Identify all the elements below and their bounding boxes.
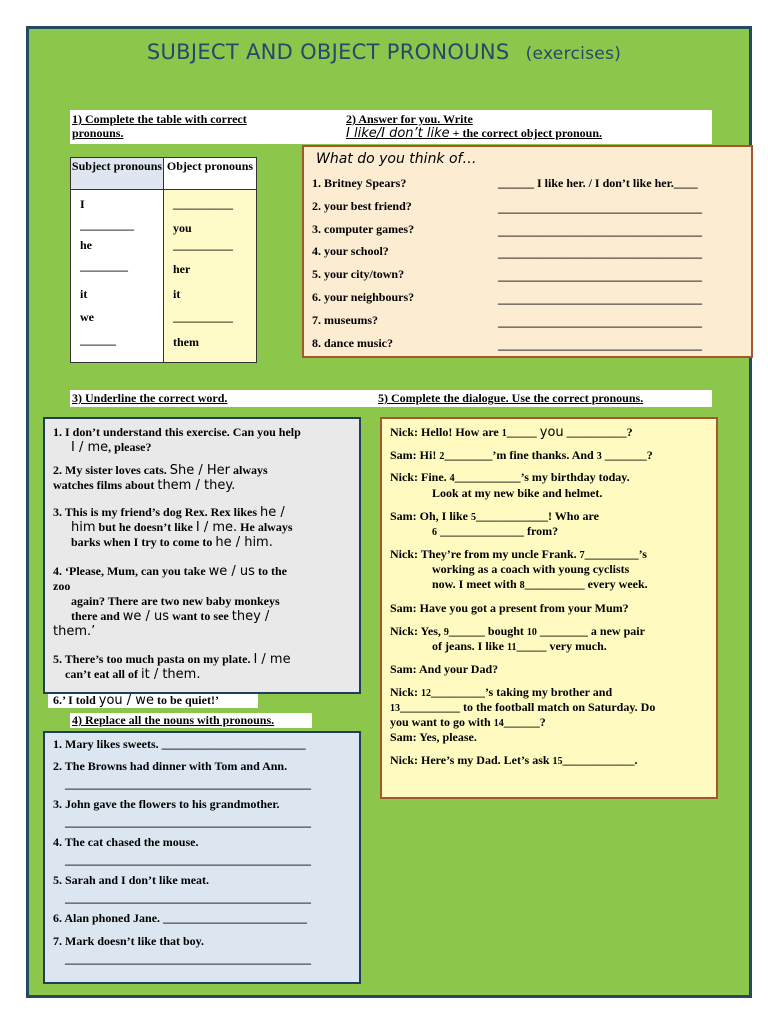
object-cell: her <box>173 262 191 276</box>
section-5-label: 5) Complete the dialogue. Use the correct pronouns. <box>378 391 644 405</box>
dialogue-line <box>390 624 645 640</box>
section-2-box <box>302 145 753 358</box>
exercise-4-line: _________________________________________ <box>65 815 311 829</box>
object-cell: you <box>173 221 192 235</box>
object-cell: __________ <box>173 197 233 211</box>
choice-option[interactable]: them.’ <box>53 624 96 639</box>
exercise-4-line: 7. Mark doesn’t like that boy. <box>53 934 205 948</box>
question-item: 3. computer games? <box>312 222 415 236</box>
choice-option[interactable]: we / us <box>208 564 255 579</box>
item-text: to be quiet!’ <box>156 693 219 707</box>
pronoun-table <box>70 157 257 363</box>
section-2-label-line2 <box>346 126 602 141</box>
exercise-3-item-4 <box>53 564 358 639</box>
dialogue-line <box>390 753 638 769</box>
item-text: 2. My sister loves cats. <box>53 463 167 477</box>
section-1-label-line2: pronouns. <box>72 126 124 140</box>
blank-number: 6 <box>432 527 437 538</box>
dialogue-text: Sam: Hi! <box>390 448 440 462</box>
answer-line: __________________________________ <box>498 269 702 283</box>
dialogue-line <box>390 425 633 441</box>
choice-option[interactable]: we / us <box>122 609 170 624</box>
subject-cell: ________ <box>80 259 128 273</box>
section-5-box <box>380 417 718 799</box>
dialogue-text: _____ very much. <box>516 639 607 653</box>
item-text: barks when I try to come to <box>71 535 213 549</box>
exercise-4-line: 2. The Browns had dinner with Tom and Ann. <box>53 759 288 773</box>
section-2-label-rest: + the correct object pronoun. <box>449 126 602 140</box>
blank-number: 7 <box>579 550 585 561</box>
blank-number: 13 <box>390 703 400 714</box>
item-text: 3. This is my friend’s dog Rex. Rex likes <box>53 505 258 519</box>
dialogue-text: you want to go with <box>390 715 494 729</box>
blank-number: 15 <box>552 756 563 767</box>
blank-number: 9 <box>443 627 449 638</box>
exercise-4-line: _________________________________________ <box>65 891 311 905</box>
blank-number: 8 <box>519 580 525 591</box>
choice-option[interactable]: I / me <box>253 652 291 667</box>
dialogue-line <box>432 639 607 655</box>
table-header-subject: Subject pronouns <box>71 158 164 190</box>
item-text: zoo <box>53 579 71 593</box>
dialogue-text: ______ bought <box>448 624 527 638</box>
question-item: 4. your school? <box>312 244 389 258</box>
choice-option[interactable]: I / me <box>71 440 109 455</box>
dialogue-line <box>390 715 546 731</box>
title-sub: (exercises) <box>525 44 622 64</box>
dialogue-line <box>390 448 653 464</box>
dialogue-text: ___________’s my birthday today. <box>454 470 630 484</box>
section-2-question: What do you think of… <box>316 151 477 167</box>
question-item: 5. your city/town? <box>312 267 405 281</box>
dialogue-text: now. I meet with <box>432 577 520 591</box>
dialogue-text: __________? <box>563 425 633 439</box>
choice-option[interactable]: he / <box>260 505 285 520</box>
item-text: 1. I don’t understand this exercise. Can you help <box>53 425 301 439</box>
exercise-4-line: 4. The cat chased the mouse. <box>53 835 199 849</box>
item-text: , please? <box>108 440 152 454</box>
answer-line: __________________________________ <box>498 201 702 215</box>
dialogue-line: Sam: Have you got a present from your Mum? <box>390 601 629 615</box>
exercise-3-item-2 <box>53 463 353 493</box>
section-2-label-italic: I like/I don’t like <box>346 126 450 141</box>
blank-number: 14 <box>493 718 504 729</box>
question-item: 6. your neighbours? <box>312 290 415 304</box>
dialogue-text: ______? <box>503 715 546 729</box>
dialogue-text: __________ every week. <box>524 577 648 591</box>
dialogue-text: Nick: <box>390 685 421 699</box>
item-text: He always <box>240 520 293 534</box>
exercise-4-line: _________________________________________ <box>65 952 311 966</box>
dialogue-text: ________ a new pair <box>536 624 645 638</box>
question-item: 7. museums? <box>312 313 379 327</box>
subject-cell: I <box>80 197 85 211</box>
choice-option[interactable]: they / <box>231 609 270 624</box>
dialogue-text: Nick: Hello! How are <box>390 425 502 439</box>
object-cell: __________ <box>173 238 233 252</box>
dialogue-text: ______________ from? <box>437 524 559 538</box>
dialogue-line <box>390 470 630 486</box>
subject-cell: ______ <box>80 333 116 347</box>
answer-line: __________________________________ <box>498 315 702 329</box>
item-text: to the <box>257 564 287 578</box>
answer-line: __________________________________ <box>498 292 702 306</box>
item-text: there and <box>71 609 120 623</box>
page-title <box>0 40 768 64</box>
choice-option[interactable]: you / we <box>98 693 154 708</box>
dialogue-text: ____________. <box>562 753 638 767</box>
dialogue-text: ________’m fine thanks. And <box>444 448 597 462</box>
item-text: can’t eat all of <box>65 667 138 681</box>
object-cell: it <box>173 287 181 301</box>
dialogue-text: Nick: Here’s my Dad. Let’s ask <box>390 753 553 767</box>
item-text: want to see <box>172 609 229 623</box>
item-text: 4. ‘Please, Mum, can you take <box>53 564 206 578</box>
dialogue-text: Sam: Oh, I like <box>390 509 472 523</box>
dialogue-line <box>390 700 655 716</box>
object-cell: __________ <box>173 310 233 324</box>
dialogue-line: Look at my new bike and helmet. <box>432 486 603 500</box>
subject-cell: _________ <box>80 218 134 232</box>
blank-number: 5 <box>471 512 477 523</box>
exercise-4-line: 3. John gave the flowers to his grandmother. <box>53 797 280 811</box>
section-4-label: 4) Replace all the nouns with pronouns. <box>72 713 275 727</box>
object-column <box>164 190 256 362</box>
dialogue-text: of jeans. I like <box>432 639 507 653</box>
question-item: 2. your best friend? <box>312 199 412 213</box>
dialogue-line <box>432 577 648 593</box>
answer-line: __________________________________ <box>498 246 702 260</box>
dialogue-line: working as a coach with young cyclists <box>432 562 630 576</box>
title-main: SUBJECT AND OBJECT PRONOUNS <box>146 40 510 64</box>
dialogue-line: Sam: Yes, please. <box>390 730 477 744</box>
table-header-object: Object pronouns <box>164 158 256 190</box>
section-3-box <box>43 417 361 694</box>
choice-option[interactable]: them / they. <box>157 478 236 493</box>
choice-option[interactable]: She / Her <box>169 463 231 478</box>
item-text: always <box>233 463 268 477</box>
dialogue-line: Sam: And your Dad? <box>390 662 499 676</box>
exercise-4-line: _________________________________________ <box>65 853 311 867</box>
section-1-label-line1: 1) Complete the table with correct <box>72 112 247 126</box>
exercise-4-line: 5. Sarah and I don’t like meat. <box>53 873 210 887</box>
choice-option[interactable]: it / them. <box>140 667 201 682</box>
choice-option[interactable]: I / me. <box>195 520 238 535</box>
item-text: but he doesn’t like <box>98 520 193 534</box>
exercise-4-line: _________________________________________ <box>65 777 311 791</box>
subject-cell: we <box>80 310 94 324</box>
section-2-label-line1: 2) Answer for you. Write <box>346 112 473 126</box>
answer-line: __________________________________ <box>498 224 702 238</box>
choice-option[interactable]: he / him. <box>215 535 273 550</box>
dialogue-line <box>432 524 558 540</box>
exercise-4-line: 6. Alan phoned Jane. ________________________ <box>53 911 308 925</box>
dialogue-text: __________ to the football match on Saturday. Do <box>400 700 656 714</box>
dialogue-text: Nick: Fine. <box>390 470 450 484</box>
blank-number: 12 <box>421 688 431 699</box>
answer-line: __________________________________ <box>498 338 702 352</box>
question-item: 1. Britney Spears? <box>312 176 407 190</box>
blank-number: 4 <box>449 473 455 484</box>
exercise-3-item-5 <box>53 652 358 682</box>
item-text: 5. There’s too much pasta on my plate. <box>53 652 251 666</box>
object-cell: them <box>173 335 199 349</box>
dialogue-text: ____________! Who are <box>476 509 599 523</box>
item-text: watches films about <box>53 478 155 492</box>
question-item: 8. dance music? <box>312 336 393 350</box>
blank-number: 1 <box>501 428 507 439</box>
answer-line: ______ I like her. / I don’t like her.____ <box>498 176 698 190</box>
example-answer: you <box>539 425 564 440</box>
choice-option[interactable]: him <box>71 520 96 535</box>
dialogue-line <box>390 509 599 525</box>
blank-number: 2 <box>439 451 445 462</box>
blank-number: 10 <box>526 627 537 638</box>
section-3-label: 3) Underline the correct word. <box>72 391 228 405</box>
exercise-4-line: 1. Mary likes sweets. ________________________ <box>53 737 306 751</box>
dialogue-text: _____ <box>506 425 540 439</box>
dialogue-text: Nick: Yes, <box>390 624 444 638</box>
exercise-3-item-6 <box>53 693 219 708</box>
dialogue-text: Nick: They’re from my uncle Frank. <box>390 547 580 561</box>
subject-cell: he <box>80 238 92 252</box>
subject-cell: it <box>80 287 88 301</box>
dialogue-text: _________’s <box>584 547 647 561</box>
dialogue-line <box>390 547 647 563</box>
dialogue-text: _________’s taking my brother and <box>431 685 613 699</box>
blank-number: 3 <box>596 451 602 462</box>
exercise-3-item-1 <box>53 425 353 455</box>
subject-column <box>71 190 164 362</box>
item-text: 6.’ I told <box>53 693 96 707</box>
blank-number: 11 <box>507 642 517 653</box>
exercise-3-item-3 <box>53 505 358 550</box>
dialogue-line <box>390 685 612 701</box>
dialogue-text: _______? <box>601 448 653 462</box>
item-text: again? There are two new baby monkeys <box>71 594 280 608</box>
section-4-box <box>43 731 361 984</box>
